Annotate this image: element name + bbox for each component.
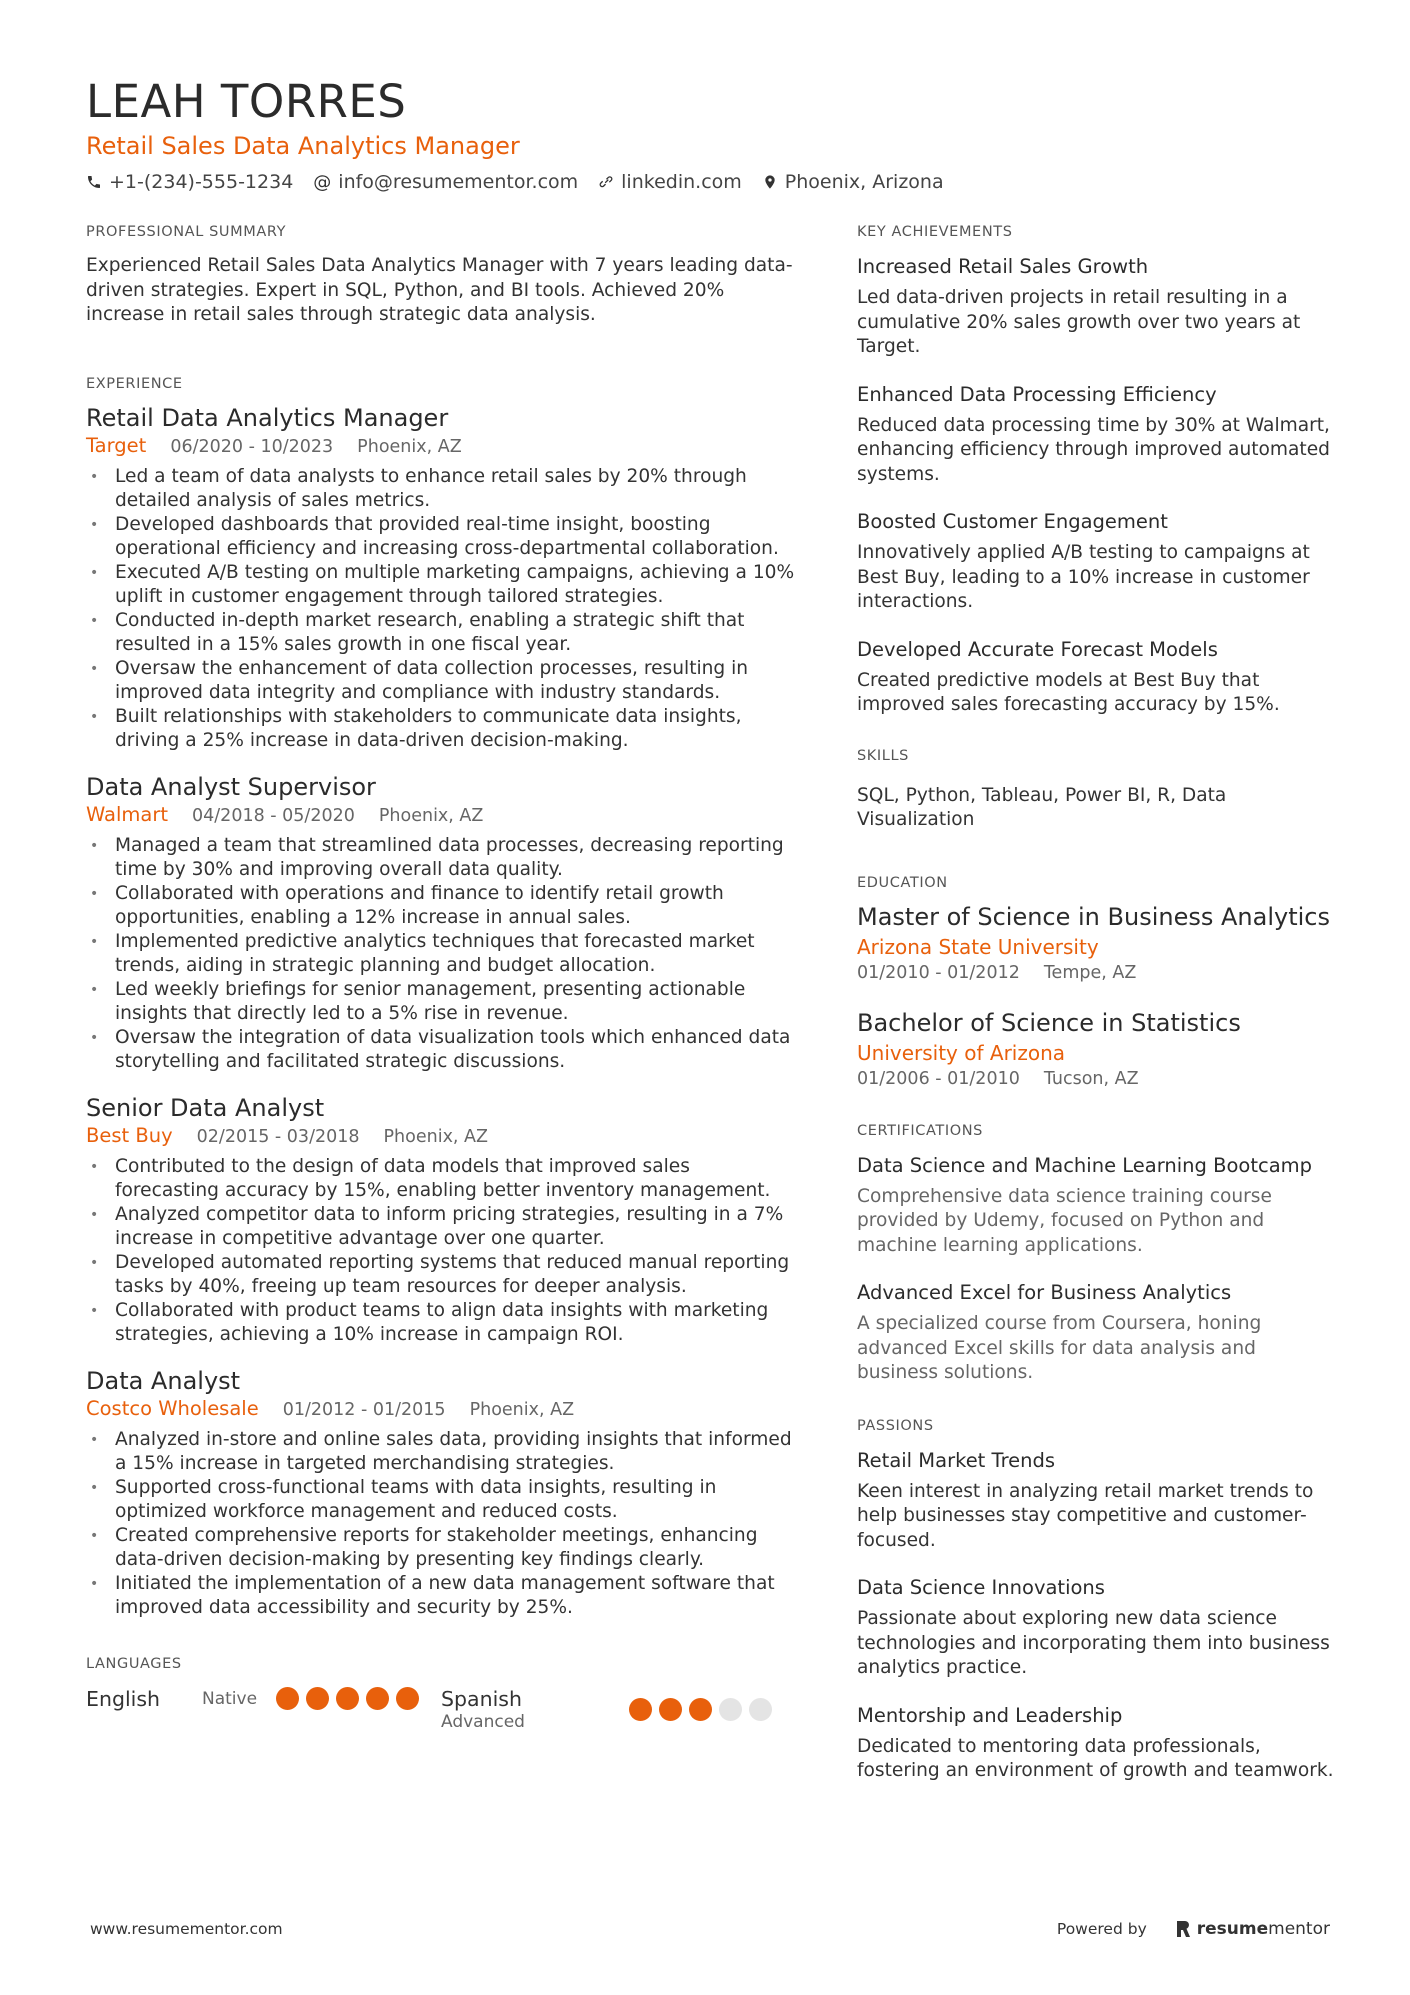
- left-column: [86, 222, 796, 1774]
- passion-text: Keen interest in analyzing retail market trends to help businesses stay competitive and customer-focused.: [857, 1480, 1314, 1551]
- skills-heading: SKILLS: [857, 747, 909, 764]
- rating-dot-filled: [336, 1687, 359, 1710]
- certification-item: [857, 1153, 1337, 1259]
- certification-text: A specialized course from Coursera, honing advanced Excel skills for data analysis and business solutions.: [857, 1313, 1262, 1383]
- achievement-text: Innovatively applied A/B testing to campaigns at Best Buy, leading to a 10% increase in customer interactions.: [857, 542, 1310, 612]
- job-entry: [86, 771, 796, 1074]
- job-meta: [86, 1124, 796, 1149]
- job-location: Phoenix, AZ: [378, 805, 484, 826]
- contact-linkedin[interactable]: [598, 171, 742, 193]
- job-bullets: [86, 465, 796, 753]
- job-bullet: • Analyzed competitor data to inform pricing strategies, resulting in a 7% increase in competitive advantage over one quarter.: [86, 1203, 796, 1251]
- contact-bar: [86, 168, 1326, 196]
- education-meta: [857, 961, 1337, 985]
- language-name: English: [86, 1686, 161, 1711]
- rating-dot-empty: [749, 1698, 772, 1721]
- job-location: Phoenix, AZ: [357, 436, 462, 457]
- job-company: Target: [86, 433, 147, 457]
- education-item: [857, 901, 1337, 985]
- passion-item: [857, 1575, 1337, 1681]
- summary-text: Experienced Retail Sales Data Analytics Manager with 7 years leading data-driven strategies. Expert in SQL, Python, and BI tools. Achieved 20% increase in retail sales through strategic data analysis.: [86, 255, 793, 325]
- certification-title: Advanced Excel for Business Analytics: [857, 1281, 1232, 1304]
- summary-section: [86, 222, 796, 328]
- certification-text: Comprehensive data science training course provided by Udemy, focused on Python and machine learning applications.: [857, 1185, 1272, 1256]
- job-meta: [86, 803, 796, 828]
- right-column: [857, 222, 1337, 1826]
- passions-heading: PASSIONS: [857, 1417, 934, 1434]
- link-icon: [598, 174, 614, 190]
- passion-title: Retail Market Trends: [857, 1448, 1056, 1472]
- skills-section: [857, 746, 1337, 833]
- job-company: Walmart: [86, 802, 169, 826]
- achievements-section: [857, 222, 1337, 718]
- achievement-text: Led data-driven projects in retail resulting in a cumulative 20% sales growth over two years at Target.: [857, 287, 1301, 357]
- job-bullet: • Analyzed in-store and online sales data, providing insights that informed a 15% increase in targeted merchandising strategies.: [86, 1428, 796, 1476]
- education-item: [857, 1007, 1337, 1091]
- rating-dot-filled: [396, 1687, 419, 1710]
- achievements-heading: KEY ACHIEVEMENTS: [857, 224, 1013, 240]
- candidate-name: LEAH TORRES: [86, 75, 407, 128]
- brand-rest: mentor: [1268, 1919, 1330, 1939]
- languages-row: [86, 1686, 796, 1732]
- at-icon: @: [313, 171, 332, 193]
- language-level: Native: [202, 1688, 258, 1709]
- language-item: [86, 1686, 441, 1712]
- languages-heading: LANGUAGES: [86, 1655, 182, 1672]
- contact-phone[interactable]: [86, 171, 293, 193]
- powered-by-label: Powered by: [1056, 1920, 1147, 1938]
- email-text: info@resumementor.com: [338, 171, 579, 193]
- page-footer: [90, 1919, 1330, 1939]
- certifications-section: [857, 1121, 1337, 1386]
- passion-text: Passionate about exploring new data science technologies and incorporating them into business analytics practice.: [857, 1608, 1330, 1678]
- job-location: Phoenix, AZ: [383, 1126, 489, 1147]
- rating-dot-filled: [689, 1698, 712, 1721]
- experience-heading: EXPERIENCE: [86, 375, 183, 392]
- contact-location: [762, 171, 944, 193]
- achievement-item: [857, 254, 1337, 360]
- achievement-item: [857, 637, 1337, 718]
- location-text: Phoenix, Arizona: [784, 171, 944, 193]
- job-bullet: • Created comprehensive reports for stakeholder meetings, enhancing data-driven decision-making by presenting key findings clearly.: [86, 1524, 796, 1572]
- rating-dot-filled: [629, 1698, 652, 1721]
- job-bullet: • Executed A/B testing on multiple marketing campaigns, achieving a 10% uplift in customer engagement through tailored strategies.: [86, 561, 796, 609]
- job-bullet: • Initiated the implementation of a new data management software that improved data accessibility and security by 25%.: [86, 1572, 796, 1620]
- education-degree: Bachelor of Science in Statistics: [857, 1008, 1241, 1037]
- education-school: Arizona State University: [857, 934, 1099, 959]
- certification-item: [857, 1280, 1337, 1386]
- job-bullets: [86, 834, 796, 1074]
- achievement-title: Developed Accurate Forecast Models: [857, 637, 1218, 661]
- rating-dot-filled: [659, 1698, 682, 1721]
- passion-title: Mentorship and Leadership: [857, 1703, 1123, 1727]
- experience-section: [86, 374, 796, 1620]
- passion-item: [857, 1448, 1337, 1554]
- job-bullets: [86, 1155, 796, 1347]
- achievement-item: [857, 382, 1337, 488]
- job-bullet: • Developed automated reporting systems that reduced manual reporting tasks by 40%, freeing up team resources for deeper analysis.: [86, 1251, 796, 1299]
- job-company: Costco Wholesale: [86, 1396, 259, 1420]
- job-bullet: • Oversaw the enhancement of data collection processes, resulting in improved data integrity and compliance with industry standards.: [86, 657, 796, 705]
- language-label-stack: [441, 1686, 629, 1732]
- languages-section: [86, 1654, 796, 1732]
- education-section: [857, 873, 1337, 1091]
- education-location: Tucson, AZ: [1043, 1068, 1139, 1089]
- job-title: Retail Data Analytics Manager: [86, 403, 449, 432]
- achievement-title: Enhanced Data Processing Efficiency: [857, 382, 1217, 406]
- candidate-title: Retail Sales Data Analytics Manager: [86, 132, 520, 160]
- job-meta: [86, 434, 796, 459]
- education-school: University of Arizona: [857, 1040, 1066, 1065]
- summary-heading: PROFESSIONAL SUMMARY: [86, 224, 287, 240]
- language-rating: [276, 1687, 426, 1710]
- job-meta: [86, 1397, 796, 1422]
- job-bullet: • Led weekly briefings for senior management, presenting actionable insights that directly led to a 5% rise in revenue.: [86, 978, 796, 1026]
- brand-logo[interactable]: [1175, 1919, 1330, 1939]
- job-dates: 06/2020 - 10/2023: [170, 436, 334, 457]
- rating-dot-filled: [366, 1687, 389, 1710]
- job-bullet: • Conducted in-depth market research, enabling a strategic shift that resulted in a 15% sales growth in one fiscal year.: [86, 609, 796, 657]
- passions-section: [857, 1416, 1337, 1784]
- job-bullet: • Contributed to the design of data models that improved sales forecasting accuracy by 15%, enabling better inventory management.: [86, 1155, 796, 1203]
- rating-dot-empty: [719, 1698, 742, 1721]
- achievement-text: Created predictive models at Best Buy that improved sales forecasting accuracy by 15%.: [857, 669, 1280, 715]
- job-location: Phoenix, AZ: [469, 1399, 575, 1420]
- education-meta: [857, 1067, 1337, 1091]
- skills-text: SQL, Python, Tableau, Power BI, R, Data Visualization: [857, 784, 1227, 830]
- job-entry: [86, 1365, 796, 1620]
- language-level: Advanced: [441, 1711, 525, 1732]
- phone-text: +1-(234)-555-1234: [109, 171, 294, 193]
- linkedin-text: linkedin.com: [621, 171, 742, 193]
- education-dates: 01/2010 - 01/2012: [857, 962, 1020, 983]
- job-bullet: • Oversaw the integration of data visualization tools which enhanced data storytelling and facilitated strategic discussions.: [86, 1026, 796, 1074]
- passion-text: Dedicated to mentoring data professionals, fostering an environment of growth and teamwork.: [857, 1735, 1334, 1781]
- education-heading: EDUCATION: [857, 874, 948, 891]
- job-dates: 02/2015 - 03/2018: [196, 1126, 360, 1147]
- job-bullets: [86, 1428, 796, 1620]
- job-company: Best Buy: [86, 1123, 173, 1147]
- contact-email[interactable]: [313, 171, 578, 193]
- achievement-item: [857, 509, 1337, 615]
- achievement-text: Reduced data processing time by 30% at Walmart, enhancing efficiency through improved automated systems.: [857, 414, 1330, 485]
- language-rating: [629, 1698, 779, 1721]
- job-bullet: • Developed dashboards that provided real-time insight, boosting operational efficiency and increasing cross-departmental collaboration.: [86, 513, 796, 561]
- passion-title: Data Science Innovations: [857, 1576, 1105, 1599]
- language-name: Spanish: [441, 1686, 522, 1711]
- job-title: Senior Data Analyst: [86, 1093, 325, 1122]
- education-dates: 01/2006 - 01/2010: [857, 1068, 1020, 1089]
- resumementor-logo-icon: [1175, 1920, 1191, 1938]
- rating-dot-filled: [306, 1687, 329, 1710]
- certification-title: Data Science and Machine Learning Bootcamp: [857, 1153, 1313, 1177]
- job-title: Data Analyst Supervisor: [86, 772, 376, 801]
- language-item: [441, 1686, 796, 1732]
- job-bullet: • Collaborated with operations and finance to identify retail growth opportunities, enabling a 12% increase in annual sales.: [86, 882, 796, 930]
- footer-website-link[interactable]: www.resumementor.com: [90, 1920, 283, 1938]
- job-bullet: • Implemented predictive analytics techniques that forecasted market trends, aiding in strategic planning and budget allocation.: [86, 930, 796, 978]
- job-dates: 01/2012 - 01/2015: [282, 1399, 446, 1420]
- job-bullet: • Managed a team that streamlined data processes, decreasing reporting time by 30% and improving overall data quality.: [86, 834, 796, 882]
- job-bullet: • Collaborated with product teams to align data insights with marketing strategies, achieving a 10% increase in campaign ROI.: [86, 1299, 796, 1347]
- job-dates: 04/2018 - 05/2020: [192, 805, 355, 826]
- job-bullet: • Supported cross-functional teams with data insights, resulting in optimized workforce management and reduced costs.: [86, 1476, 796, 1524]
- rating-dot-filled: [276, 1687, 299, 1710]
- passion-item: [857, 1703, 1337, 1784]
- brand-bold: resume: [1196, 1919, 1269, 1939]
- job-entry: [86, 1092, 796, 1347]
- job-bullet: • Built relationships with stakeholders to communicate data insights, driving a 25% increase in data-driven decision-making.: [86, 705, 796, 753]
- job-bullet: • Led a team of data analysts to enhance retail sales by 20% through detailed analysis of sales metrics.: [86, 465, 796, 513]
- location-pin-icon: [762, 174, 778, 190]
- job-title: Data Analyst: [86, 1366, 241, 1395]
- achievement-title: Boosted Customer Engagement: [857, 510, 1168, 533]
- education-degree: Master of Science in Business Analytics: [857, 902, 1330, 931]
- job-entry: [86, 402, 796, 753]
- education-location: Tempe, AZ: [1043, 962, 1137, 983]
- powered-by: [1057, 1919, 1330, 1939]
- phone-icon: [86, 174, 102, 190]
- certifications-heading: CERTIFICATIONS: [857, 1122, 983, 1139]
- resume-header: [86, 74, 1326, 196]
- achievement-title: Increased Retail Sales Growth: [857, 255, 1149, 278]
